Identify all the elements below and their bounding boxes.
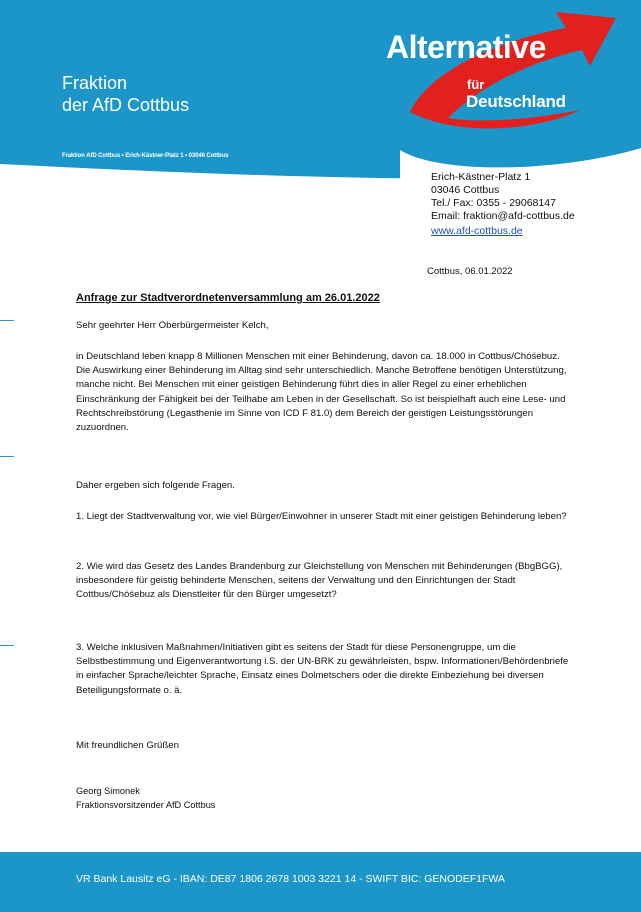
letter-subject: Anfrage zur Stadtverordnetenversammlung am 26.01.2022 (76, 292, 380, 304)
contact-phone: Tel./ Fax: 0355 - 29068147 (431, 197, 556, 209)
signature-role: Fraktionsvorsitzender AfD Cottbus (76, 800, 216, 810)
contact-street: Erich-Kästner-Platz 1 (431, 171, 531, 183)
signature-name: Georg Simonek (76, 786, 140, 796)
question-2: 2. Wie wird das Gesetz des Landes Brandenburg zur Gleichstellung von Menschen mit Behinderungen (BbgBGG), insbesondere für geistig behinderte Menschen, seitens der Verwaltung und den Einrichtungen der Stadt Cottbus/Chóśebuz als Dienstleiter für den Bürger umgesetzt? (76, 561, 563, 601)
intro-paragraph: in Deutschland leben knapp 8 Millionen Menschen mit einer Behinderung, davon ca. 18.000 in Cottbus/Chóśebuz. Die Auswirkung einer Behinderung im Alltag sind sehr unterschiedlich. Manche Betroffene benötigen Unterstützung, manche nicht. Bei Menschen mit einer geistigen Behinderung führt dies in aller Regel zu einer erheblichen Einschränkung der Fähigkeit bei der Teilhabe am Leben in der Gesellschaft. So ist beispielhaft auch eine Lese- und Rechtschreibstörung (Legasthenie im Sinne von ICD F 81.0) dem Bereich der geistigen Leistungsstörungen zuzuordnen. (76, 351, 567, 434)
logo-text-deutschland: Deutschland (466, 92, 566, 111)
contact-website-link[interactable]: www.afd-cottbus.de (431, 225, 523, 237)
letter-date: Cottbus, 06.01.2022 (427, 266, 513, 277)
salutation: Sehr geehrter Herr Oberbürgermeister Kelch, (76, 320, 269, 331)
logo-text-alternative: Alternative (386, 29, 546, 65)
sender-address-line: Fraktion AfD Cottbus • Erich-Kästner-Platz 1 • 03046 Cottbus (62, 153, 229, 159)
closing: Mit freundlichen Grüßen (76, 740, 179, 751)
footer-bank-details: VR Bank Lausitz eG - IBAN: DE87 1806 2678 1003 3221 14 - SWIFT BIC: GENODEF1FWA (76, 873, 505, 885)
contact-city: 03046 Cottbus (431, 184, 500, 196)
logo-text-fuer: für (467, 77, 485, 92)
fraktion-title (62, 72, 189, 116)
fraktion-title-line1: Fraktion (62, 73, 128, 93)
fold-mark (0, 645, 14, 646)
contact-email: Email: fraktion@afd-cottbus.de (431, 210, 575, 222)
question-3: 3. Welche inklusiven Maßnahmen/Initiativen gibt es seitens der Stadt für diese Personengruppe, um die Selbstbestimmung und Eigenverantwortung i.S. der UN-BRK zu gewährleisten, bspw. Informationen/Behördenbriefe in einfacher Sprache/leichter Sprache, Einsatz eines Dolmetschers oder die direkte Einbeziehung bei diversen Beteiligungsformate o. ä. (76, 642, 569, 696)
contact-block (431, 171, 575, 238)
fraktion-title-line2: der AfD Cottbus (62, 95, 190, 115)
fold-mark (0, 320, 14, 321)
question-1: 1. Liegt der Stadtverwaltung vor, wie viel Bürger/Einwohner in unserer Stadt mit einer geistigen Behinderung leben? (76, 511, 567, 522)
questions-lead: Daher ergeben sich folgende Fragen. (76, 480, 235, 491)
fold-mark (0, 456, 14, 457)
